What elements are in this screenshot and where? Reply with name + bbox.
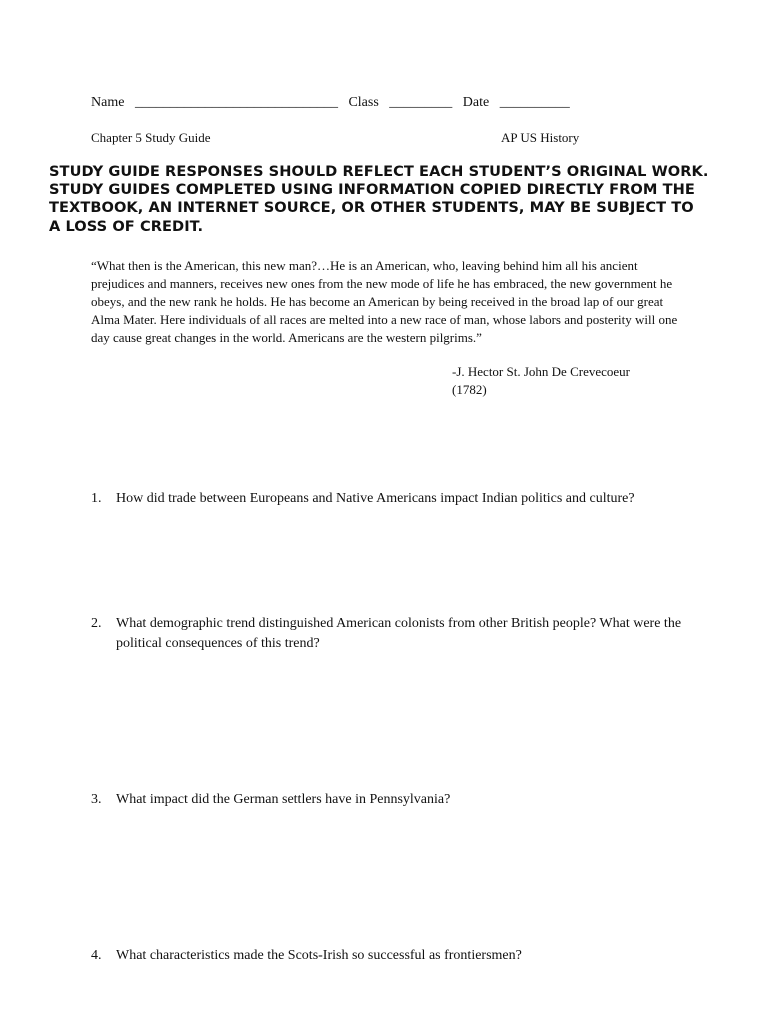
- question-3: [91, 790, 691, 810]
- question-text: What characteristics made the Scots-Irish so successful as frontiersmen?: [116, 948, 522, 963]
- question-text: What demographic trend distinguished American colonists from other British people? What were the political consequences of this trend?: [116, 616, 682, 651]
- quote-year: (1782): [452, 382, 487, 397]
- student-info-line: [91, 95, 570, 111]
- academic-integrity-warning: STUDY GUIDE RESPONSES SHOULD REFLECT EACH STUDENT’S ORIGINAL WORK. STUDY GUIDES COMPLETED USING INFORMATION COPIED DIRECTLY FROM THE TEXTBOOK, AN INTERNET SOURCE, OR OTHER STUDENTS, MAY BE SUBJECT TO A LOSS OF CREDIT.: [49, 163, 709, 235]
- epigraph-quote: “What then is the American, this new man?…He is an American, who, leaving behind him all his ancient prejudices and manners, receives new ones from the new mode of life he has embraced, the new government he obeys, and the new rank he holds. He has become an American by being received in the broad lap of our great Alma Mater. Here individuals of all races are melted into a new race of man, whose labors and posterity will one day cause great changes in the world. Americans are the western pilgrims.”: [91, 258, 678, 345]
- question-number: 4.: [91, 948, 102, 963]
- question-4: [91, 946, 691, 966]
- class-label: Class: [348, 95, 379, 110]
- class-blank: _________: [389, 95, 453, 110]
- question-2: [91, 614, 691, 654]
- quote-author: -J. Hector St. John De Crevecoeur: [452, 364, 630, 379]
- question-1: [91, 489, 691, 509]
- chapter-title: Chapter 5 Study Guide: [91, 130, 211, 145]
- date-blank: __________: [499, 95, 570, 110]
- question-number: 1.: [91, 491, 102, 506]
- question-text: What impact did the German settlers have in Pennsylvania?: [116, 792, 451, 807]
- name-label: Name: [91, 95, 125, 110]
- course-title: AP US History: [501, 130, 580, 145]
- quote-attribution: [452, 363, 630, 399]
- name-blank: _____________________________: [134, 95, 338, 110]
- question-text: How did trade between Europeans and Native Americans impact Indian politics and culture?: [116, 491, 635, 506]
- question-number: 3.: [91, 792, 102, 807]
- date-label: Date: [462, 95, 490, 110]
- question-number: 2.: [91, 616, 102, 631]
